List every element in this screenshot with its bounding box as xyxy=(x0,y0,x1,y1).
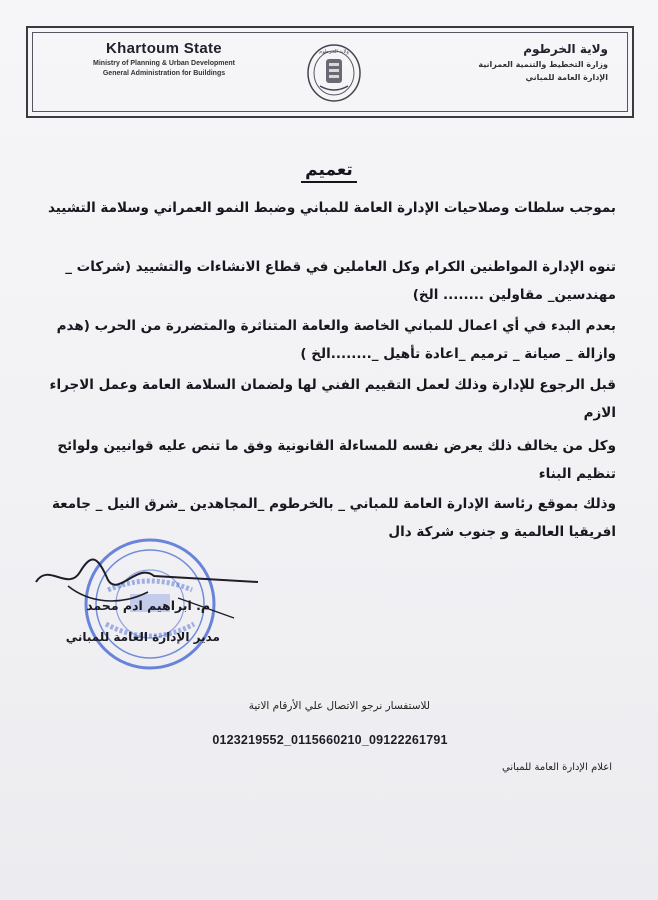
administration-name-english: General Administration for Buildings xyxy=(102,70,226,77)
letterhead xyxy=(26,26,634,118)
state-name-english: Khartoum State xyxy=(106,40,222,57)
paragraph-notice: تنوه الإدارة المواطنين الكرام وكل العاملين في قطاع الانشاءات والتشييد (شركات _ مهندسين_ مقاولين ........ الخ) xyxy=(65,259,616,303)
subject-text: تعميم xyxy=(301,160,357,183)
subject-heading xyxy=(0,160,658,180)
ministry-name-arabic: وزارة التخطيط والتنمية العمرانية xyxy=(478,60,608,69)
phone-numbers: 0123219552_0115660210_09122261791 xyxy=(212,733,448,747)
footer-issuer: اعلام الإدارة العامة للمباني xyxy=(502,762,612,773)
letterhead-arabic xyxy=(408,42,608,82)
letterhead-english xyxy=(64,40,264,77)
signatory-name: م. ابراهيم ادم محمد xyxy=(86,598,210,613)
state-emblem-logo xyxy=(296,42,372,104)
paragraph-authority: بموجب سلطات وصلاحيات الإدارة العامة للمباني وضبط النمو العمراني وسلامة التشييد xyxy=(47,200,616,216)
paragraph-prohibition: بعدم البدء في أي اعمال للمباني الخاصة والعامة المتناثرة والمتضررة من الحرب (هدم وازالة _ صيانة _ ترميم _اعادة تأهيل _........الخ ) xyxy=(56,318,616,362)
contact-label: للاستفسار نرجو الاتصال علي الأرقام الاتية xyxy=(248,700,430,712)
paragraph-penalty: وكل من يخالف ذلك يعرض نفسه للمساءلة القانونية وفق ما تنص عليه قوانيين ولوائح تنظيم البناء xyxy=(57,438,616,482)
ministry-name-english: Ministry of Planning & Urban Development xyxy=(93,60,235,67)
signatory-title: مدير الإدارة العامة للمباني xyxy=(65,630,220,644)
administration-name-arabic: الإدارة العامة للمباني xyxy=(525,73,608,82)
emblem-text: ولاية الخرطوم xyxy=(319,49,349,55)
paragraph-requirement: قبل الرجوع للإدارة وذلك لعمل التقييم الفني لها ولضمان السلامة العامة وعمل الاجراء الازم xyxy=(49,377,616,421)
paragraph-location: وذلك بموقع رئاسة الإدارة العامة للمباني _ بالخرطوم _المجاهدين _شرق النيل _ جامعة افريقيا العالمية و جنوب شركة دال xyxy=(51,496,616,540)
state-name-arabic: ولاية الخرطوم xyxy=(523,42,608,56)
